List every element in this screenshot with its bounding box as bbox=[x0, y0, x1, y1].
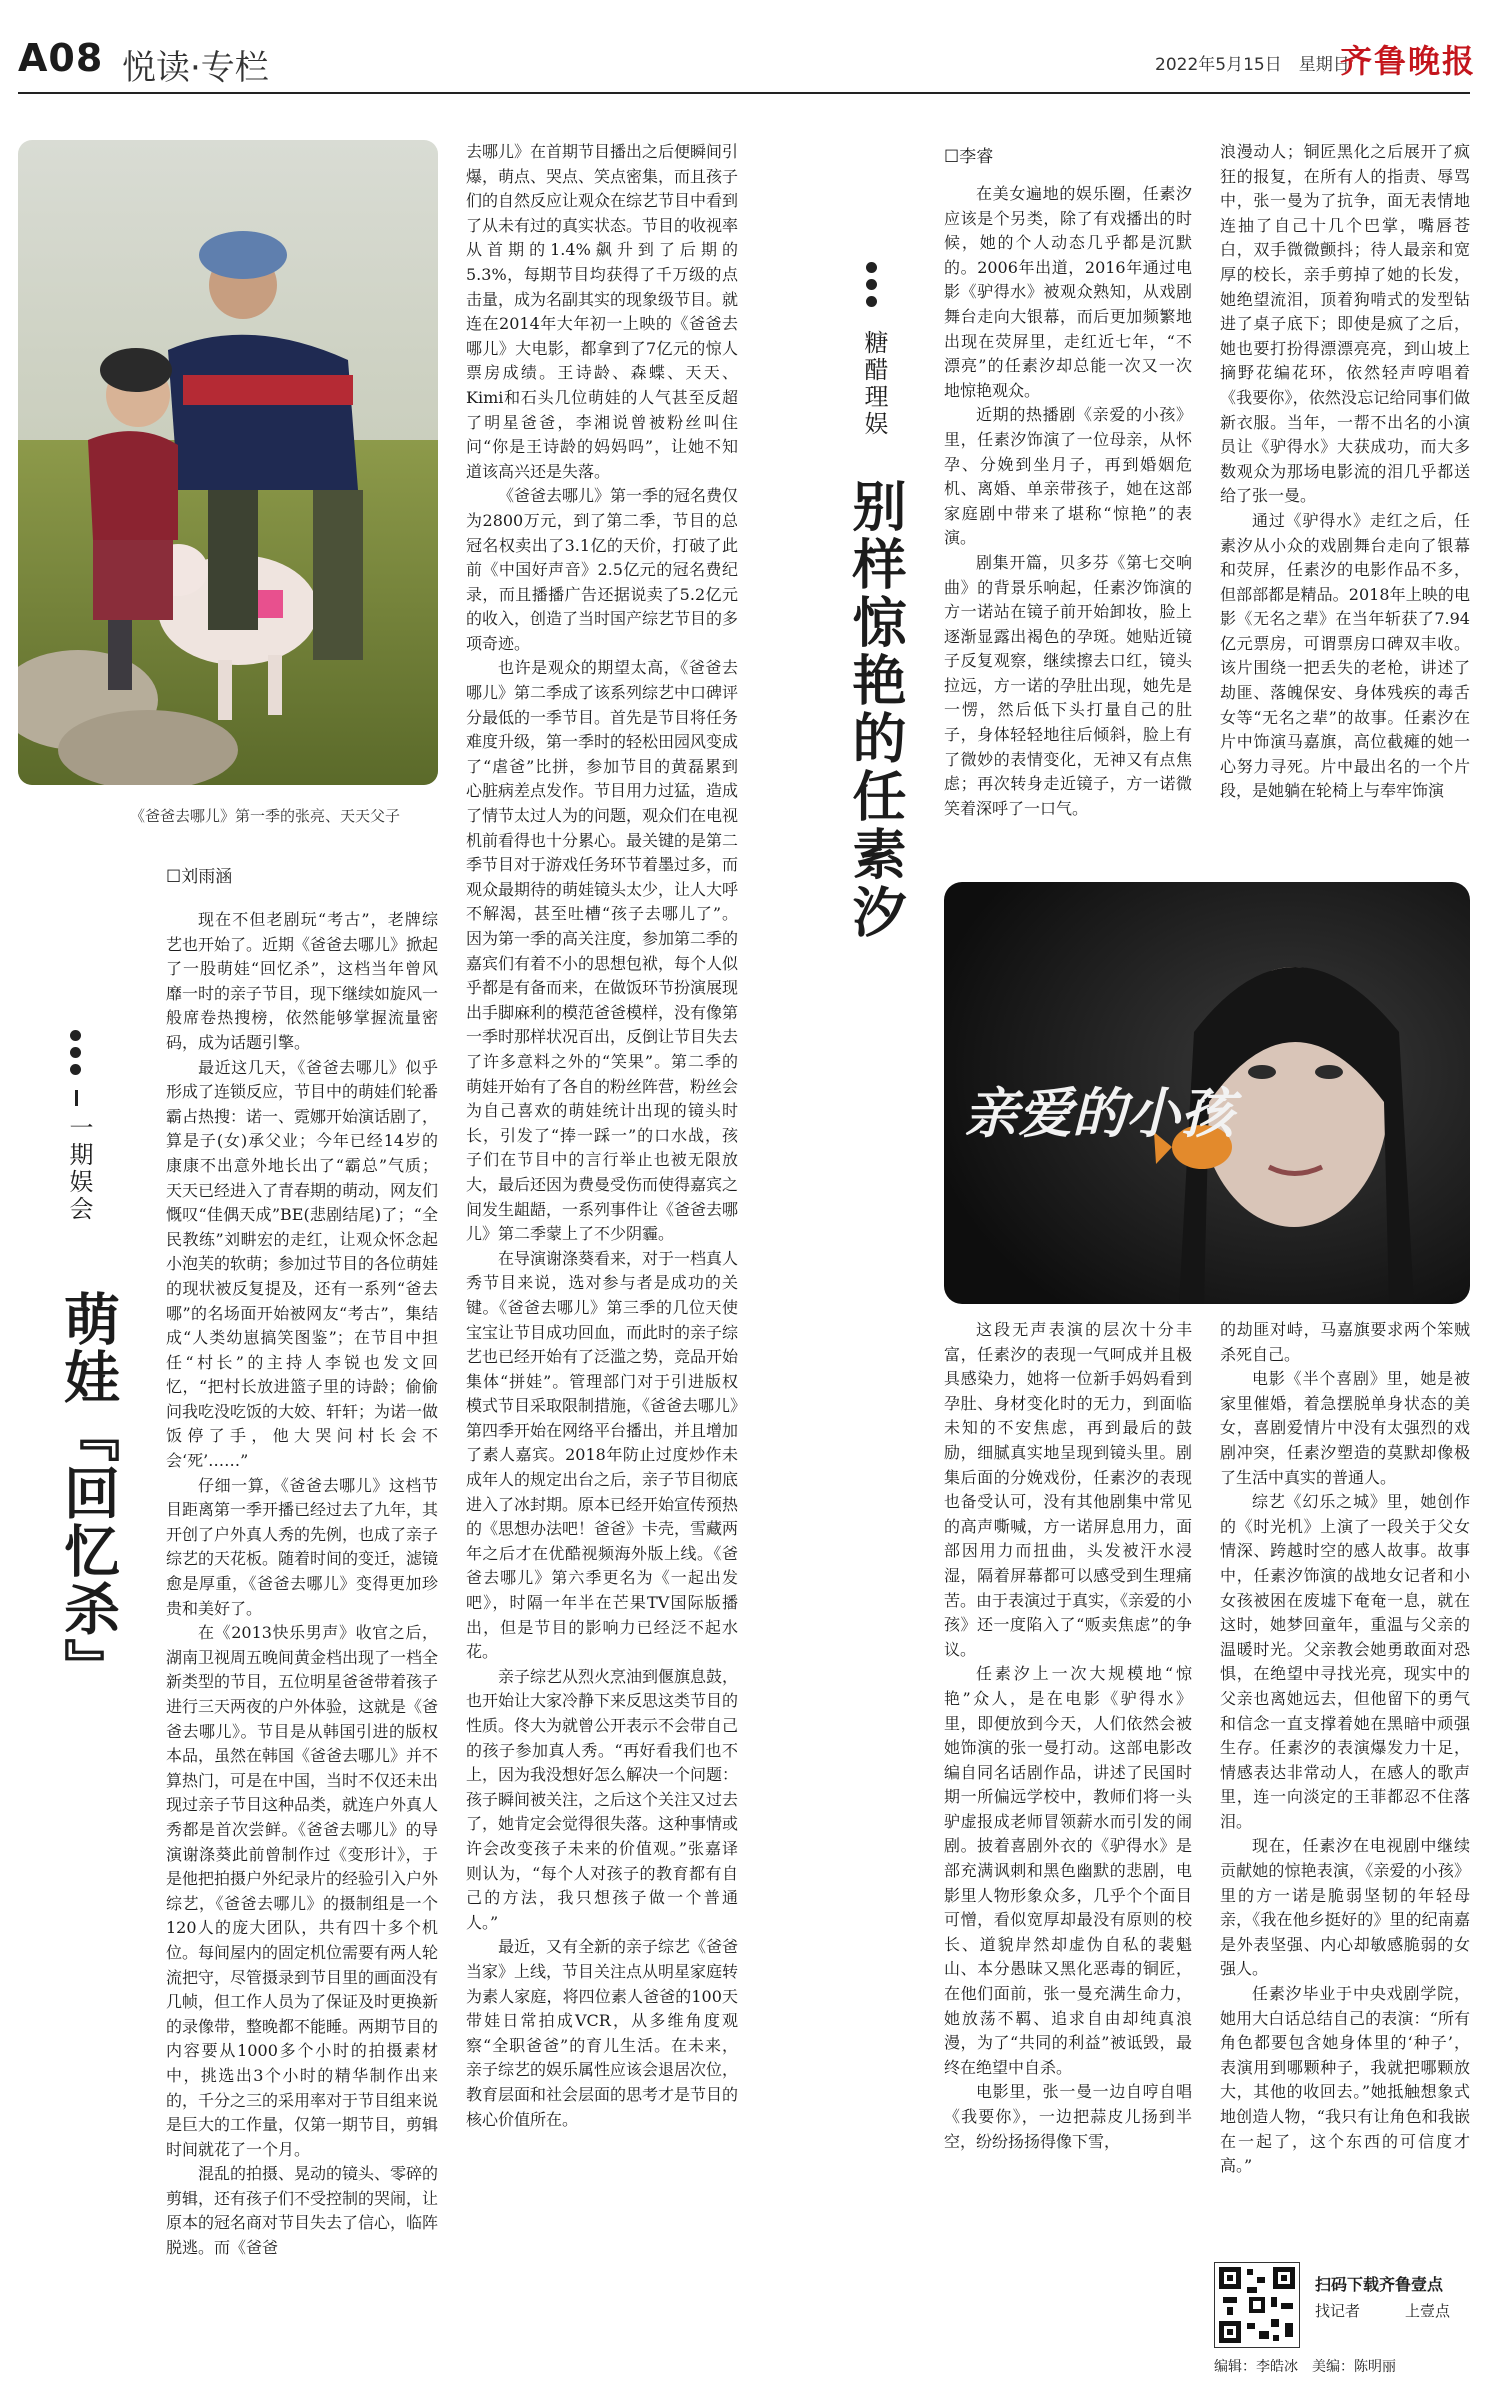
bullet-dot bbox=[866, 296, 877, 307]
paragraph: 最近这几天，《爸爸去哪儿》似乎形成了连锁反应，节目中的萌娃们轮番霸占热搜：诺一、霓娜开始演话剧了，算是子(女)承父业；今年已经14岁的康康不出意外地长出了“霸总”气质；天天已经进入了青春期的萌动，网友们慨叹“佳偶天成”BE(悲剧结尾)了；“全民教练”刘畊宏的走红，让观众怀念起小泡芙的软萌；参加过节目的各位萌娃的现状被反复提及，还有一系列“爸去哪”的名场面开始被网友“考古”，集结成“人类幼崽搞笑图鉴”；在节目中担任“村长”的主持人李锐也发文回忆，“把村长放进篮子里的诗龄；偷偷问我吃没吃饭的大姣、轩轩；为诺一做饭停了手，他大哭问村长会不会‘死’……” bbox=[166, 1057, 438, 1471]
qr-code[interactable] bbox=[1214, 2262, 1300, 2348]
paragraph: 剧集开篇，贝多芬《第七交响曲》的背景乐响起，任素汐饰演的方一诺站在镜子前开始卸妆，脸上逐渐显露出褐色的孕斑。她贴近镜子反复观察，继续擦去口红，镜头拉远，方一诺的孕肚出现，她先是一愣，然后低下头打量自己的肚子，身体轻轻地往后倾斜，脸上有了微妙的表情变化，无神又有点焦虑；再次转身走近镜子，方一诺微笑着深呼了一口气。 bbox=[944, 552, 1192, 818]
headline-right: 别样惊艳的任素汐 bbox=[844, 478, 908, 942]
paragraph: 也许是观众的期望太高，《爸爸去哪儿》第二季成了该系列综艺中口碑评分最低的一季节目。首先是节目将任务难度升级，第一季时的轻松田园风变成了“虐爸”比拼，参加节目的黄磊累到心脏病差点发作。节目用力过猛，造成了情节太过人为的问题，观众们在电视机前看得也十分累心。最关键的是第二季节目对于游戏任务环节着墨过多，而观众最期待的萌娃镜头太少，让人大呼不解渴，甚至吐槽“孩子去哪儿了”。因为第一季的高关注度，参加第二季的嘉宾们有着不小的思想包袱，每个人似乎都是有备而来，在做饭环节扮演展现出手脚麻利的模范爸爸模样，没有像第一季时那样状况百出，反倒让节目失去了许多意料之外的“笑果”。第二季的萌娃开始有了各自的粉丝阵营，粉丝会为自己喜欢的萌娃统计出现的镜头时长，引发了“捧一踩一”的口水战，孩子们在节目中的言行举止也被无限放大，最后还因为费曼受伤而使得嘉宾之间发生龃龉，一系列事件让《爸爸去哪儿》第二季蒙上了不少阴霾。 bbox=[466, 658, 738, 1244]
editor-credit: 编辑：李皓冰 美编：陈明丽 bbox=[1214, 2359, 1396, 2375]
article-right-col3 bbox=[944, 1318, 1192, 2378]
qr-sub-left: 找记者 bbox=[1315, 2302, 1361, 2320]
page-number: A08 bbox=[18, 36, 104, 80]
qr-sub-right: 上壹点 bbox=[1405, 2302, 1451, 2320]
paragraph: 浪漫动人；铜匠黑化之后展开了疯狂的报复，在所有人的指责、辱骂中，张一曼为了抗争，面无表情地连抽了自己十几个巴掌，嘴唇苍白，双手微微颤抖；待人最亲和宽厚的校长，亲手剪掉了她的长发，她绝望流泪，顶着狗啃式的发型钻进了桌子底下；即使是疯了之后，她也要打扮得漂漂亮亮，到山坡上摘野花编花环，依然轻声哼唱着《我要你》，依然没忘记给同事们做新衣服。当年，一帮不出名的小演员让《驴得水》大获成功，而大多数观众为那场电影流的泪几乎都送给了张一曼。 bbox=[1220, 142, 1470, 506]
column-tag-right: 糖醋理娱 bbox=[860, 330, 888, 438]
qr-label: 扫码下载齐鲁壹点 bbox=[1315, 2275, 1444, 2294]
father-son-photo bbox=[18, 140, 438, 785]
paragraph: 最近，又有全新的亲子综艺《爸爸当家》上线，节目关注点从明星家庭转为素人家庭，将四位素人爸爸的100天带娃日常拍成VCR，从多维角度观察“全职爸爸”的育儿生活。在未来，亲子综艺的娱乐属性应该会退居次位，教育层面和社会层面的思考才是节目的核心价值所在。 bbox=[466, 1937, 738, 2129]
header-rule bbox=[18, 92, 1470, 94]
column-tag-bar bbox=[75, 1090, 78, 1106]
qr-code-icon bbox=[1215, 2263, 1299, 2347]
paragraph: 近期的热播剧《亲爱的小孩》里，任素汐饰演了一位母亲，从怀孕、分娩到坐月子，再到婚姻危机、离婚、单亲带孩子，她在这部家庭剧中带来了堪称“惊艳”的表演。 bbox=[944, 405, 1192, 548]
paragraph: 任素汐毕业于中央戏剧学院，她用大白话总结自己的表演：“所有角色都要包含她身体里的‘种子’，表演用到哪颗种子，我就把哪颗放大，其他的收回去。”她抵触想象式地创造人物，“我只有让角色和我嵌在一起了，这个东西的可信度才高。” bbox=[1220, 1984, 1470, 2176]
bullet-dot bbox=[866, 262, 877, 273]
column-tag-left: 一期娱会 bbox=[65, 1115, 93, 1223]
article-right-col1 bbox=[944, 182, 1192, 862]
article-left-col1 bbox=[166, 908, 438, 2378]
issue-date: 2022年5月15日 星期日 bbox=[1155, 55, 1350, 75]
paragraph: 电影里，张一曼一边自哼自唱《我要你》，一边把蒜皮儿扬到半空，纷纷扬扬得像下雪， bbox=[944, 2082, 1192, 2151]
paragraph: 通过《驴得水》走红之后，任素汐从小众的戏剧舞台走向了银幕和荧屏，任素汐的电影作品不多，但部部都是精品。2018年上映的电影《无名之辈》在当年斩获了7.94亿元票房，可谓票房口碑双丰收。该片围绕一把丢失的老枪，讲述了劫匪、落魄保安、身体残疾的毒舌女等“无名之辈”的故事。任素汐在片中饰演马嘉旗，高位截瘫的她一心努力寻死。片中最出名的一个片段，是她躺在轮椅上与奉牢饰演 bbox=[1220, 510, 1470, 801]
paragraph: 仔细一算，《爸爸去哪儿》这档节目距离第一季开播已经过去了九年，其开创了户外真人秀的先例，也成了亲子综艺的天花板。随着时间的变迁，滤镜愈是厚重，《爸爸去哪儿》变得更加珍贵和美好了。 bbox=[166, 1475, 438, 1618]
paragraph: 现在不但老剧玩“考古”，老牌综艺也开始了。近期《爸爸去哪儿》掀起了一股萌娃“回忆杀”，这档当年曾风靡一时的亲子节目，现下继续如旋风一般席卷热搜榜，依然能够掌握流量密码，成为话题引擎。 bbox=[166, 910, 438, 1052]
paragraph: 在《2013快乐男声》收官之后，湖南卫视周五晚间黄金档出现了一档全新类型的节目，五位明星爸爸带着孩子进行三天两夜的户外体验，这就是《爸爸去哪儿》。节目是从韩国引进的版权本品，虽然在韩国《爸爸去哪儿》并不算热门，可是在中国，当时不仅还未出现过亲子节目这种品类，就连户外真人秀都是首次尝鲜。《爸爸去哪儿》的导演谢涤葵此前曾制作过《变形计》，于是他把拍摄户外纪录片的经验引入户外综艺，《爸爸去哪儿》的摄制组是一个120人的庞大团队，共有四十多个机位。每间屋内的固定机位需要有两人轮流把守，尽管摄录到节目里的画面没有几帧，但工作人员为了保证及时更换新的录像带，整晚都不能睡。两期节目的内容要从1000多个小时的拍摄素材中，挑选出3个小时的精华制作出来的，千分之三的采用率对于节目组来说是巨大的工作量，仅第一期节目，剪辑时间就花了一个月。 bbox=[166, 1623, 438, 2159]
bullet-dot bbox=[866, 279, 877, 290]
column-tag-dots bbox=[70, 1030, 81, 1075]
paragraph: 综艺《幻乐之城》里，她创作的《时光机》上演了一段关于父女情深、跨越时空的感人故事。故事中，任素汐饰演的战地女记者和小女孩被困在废墟下奄奄一息，就在这时，她梦回童年，重温与父亲的温暖时光。父亲教会她勇敢面对恐惧，在绝望中寻找光亮，现实中的父亲也离她远去，但他留下的勇气和信念一直支撑着她在黑暗中顽强生存。任素汐的表演爆发力十足，情感表达非常动人，在感人的歌声里，连一向淡定的王菲都忍不住落泪。 bbox=[1220, 1492, 1470, 1831]
paragraph: 电影《半个喜剧》里，她是被家里催婚，着急摆脱单身状态的美女，喜剧爱情片中没有太强烈的戏剧冲突，任素汐塑造的莫默却像极了生活中真实的普通人。 bbox=[1220, 1369, 1470, 1487]
bullet-dot bbox=[70, 1064, 81, 1075]
paragraph: 在导演谢涤葵看来，对于一档真人秀节目来说，选对参与者是成功的关键。《爸爸去哪儿》第三季的几位天使宝宝让节目成功回血，而此时的亲子综艺也已经开始有了泛滥之势，竞品开始集体“拼娃”。管理部门对于引进版权模式节目采取限制措施，《爸爸去哪儿》第四季开始在网络平台播出，并且增加了素人嘉宾。2018年防止过度炒作未成年人的规定出台之后，亲子节目彻底进入了冰封期。原本已经开始宣传预热的《思想办法吧！爸爸》卡壳，雪藏两年之后才在优酷视频海外版上线。《爸爸去哪儿》第六季更名为《一起出发吧》，时隔一年半在芒果TV国际版播出，但是节目的影响力已经泛不起水花。 bbox=[466, 1248, 738, 1662]
paragraph: 亲子综艺从烈火烹油到偃旗息鼓，也开始让大家冷静下来反思这类节目的性质。佟大为就曾公开表示不会带自己的孩子参加真人秀。“再好看我们也不上，因为我没想好怎么解决一个问题：孩子瞬间被关注，之后这个关注又过去了，她肯定会觉得很失落。这种事情或许会改变孩子未来的价值观。”张嘉译则认为，“每个人对孩子的教育都有自己的方法，我只想孩子做一个普通人。” bbox=[466, 1666, 738, 1932]
drama-poster bbox=[944, 882, 1470, 1304]
paragraph: 这段无声表演的层次十分丰富，任素汐的表现一气呵成并且极具感染力，她将一位新手妈妈看到孕肚、身材变化时的无力，到面临未知的不安焦虑，再到最后的鼓励，细腻真实地呈现到镜头里。剧集后面的分娩戏份，任素汐的表现也备受认可，没有其他剧集中常见的高声嘶喊，方一诺屏息用力，面部因用力而扭曲，头发被汗水浸湿，隔着屏幕都可以感受到生理痛苦。由于表演过于真实，《亲爱的小孩》还一度陷入了“贩卖焦虑”的争议。 bbox=[944, 1320, 1192, 1659]
section-title: 悦读·专栏 bbox=[122, 48, 269, 88]
poster-illustration bbox=[944, 882, 1470, 1304]
paragraph: 去哪儿》在首期节目播出之后便瞬间引爆，萌点、哭点、笑点密集，而且孩子们的自然反应让观众在综艺节目中看到了从未有过的真实状态。节目的收视率从首期的1.4%飙升到了后期的5.3%，每期节目均获得了千万级的点击量，成为名副其实的现象级节目。就连在2014年大年初一上映的《爸爸去哪儿》大电影，都拿到了7亿元的惊人票房成绩。王诗龄、森蝶、天天、Kimi和石头几位萌娃的人气甚至反超了明星爸爸，李湘说曾被粉丝叫住问“你是王诗龄的妈妈吗”，让她不知道该高兴还是失落。 bbox=[466, 142, 738, 481]
article-right-col2 bbox=[1220, 140, 1470, 868]
headline-left: 萌娃『回忆杀』 bbox=[55, 1290, 121, 1696]
paragraph: 《爸爸去哪儿》第一季的冠名费仅为2800万元，到了第二季，节目的总冠名权卖出了3.1亿的天价，打破了此前《中国好声音》2.5亿元的冠名费纪录，而且播播广告还据说卖了5.2亿元的收入，创造了当时国产综艺节目的多项奇迹。 bbox=[466, 486, 738, 653]
paragraph: 现在，任素汐在电视剧中继续贡献她的惊艳表演，《亲爱的小孩》里的方一诺是脆弱坚韧的年轻母亲，《我在他乡挺好的》里的纪南嘉是外表坚强、内心却敏感脆弱的女强人。 bbox=[1220, 1836, 1470, 1979]
bullet-dot bbox=[70, 1047, 81, 1058]
author-left: ☐刘雨涵 bbox=[166, 867, 233, 887]
paragraph: 任素汐上一次大规模地“惊艳”众人，是在电影《驴得水》里，即便放到今天，人们依然会被她饰演的张一曼打动。这部电影改编自同名话剧作品，讲述了民国时期一所偏远学校中，教师们将一头驴虚报成老师冒领薪水而引发的闹剧。披着喜剧外衣的《驴得水》是部充满讽刺和黑色幽默的悲剧，电影里人物形象众多，几乎个个面目可憎，看似宽厚却最没有原则的校长、道貌岸然却虚伪自私的裴魁山、本分愚昧又黑化恶毒的铜匠，在他们面前，张一曼充满生命力，她放荡不羁、追求自由却纯真浪漫，为了“共同的利益”被诋毁，最终在绝望中自杀。 bbox=[944, 1664, 1192, 2077]
column-tag-dots bbox=[866, 262, 877, 307]
article-left-col2 bbox=[466, 140, 738, 2378]
paragraph: 混乱的拍摄、晃动的镜头、零碎的剪辑，还有孩子们不受控制的哭闹，让原本的冠名商对节目失去了信心，临阵脱逃。而《爸爸 bbox=[166, 2164, 438, 2258]
newspaper-logo: 齐鲁晚报 bbox=[1340, 42, 1477, 80]
photo-caption: 《爸爸去哪儿》第一季的张亮、天天父子 bbox=[130, 807, 401, 825]
poster-title: 亲爱的小孩 bbox=[964, 1081, 1234, 1145]
article-right-col4 bbox=[1220, 1318, 1470, 2218]
paragraph: 的劫匪对峙，马嘉旗要求两个笨贼杀死自己。 bbox=[1220, 1320, 1470, 1364]
paragraph: 在美女遍地的娱乐圈，任素汐应该是个另类，除了有戏播出的时候，她的个人动态几乎都是沉默的。2006年出道，2016年通过电影《驴得水》被观众熟知，从戏剧舞台走向大银幕，而后更加频繁地出现在荧屏里，走红近七年，“不漂亮”的任素汐却总能一次又一次地惊艳观众。 bbox=[944, 184, 1192, 400]
author-right: ☐李睿 bbox=[944, 147, 994, 167]
bullet-dot bbox=[70, 1030, 81, 1041]
father-son-illustration bbox=[18, 140, 438, 785]
